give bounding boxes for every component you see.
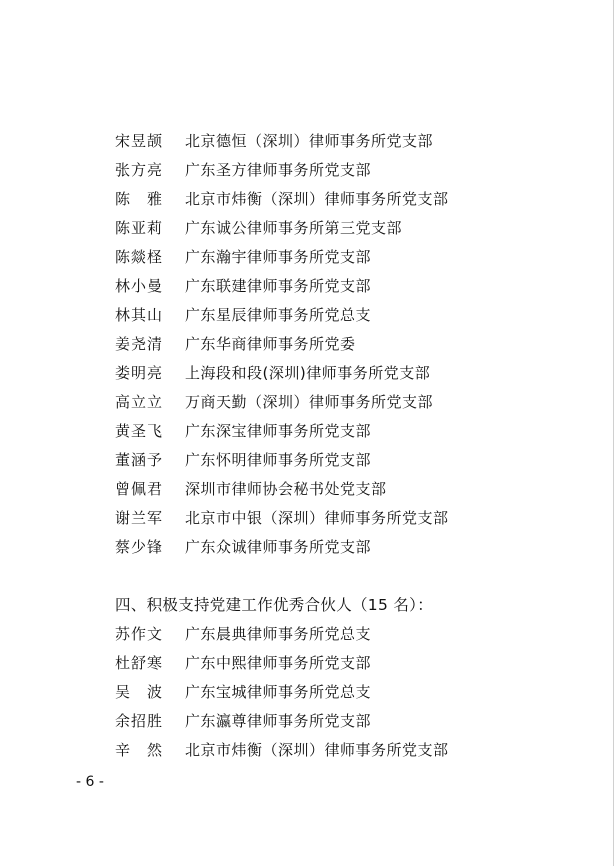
organization-name: 广东晨典律师事务所党总支 bbox=[185, 625, 372, 643]
organization-name: 北京市炜衡（深圳）律师事务所党支部 bbox=[185, 190, 449, 208]
organization-name: 广东中熙律师事务所党支部 bbox=[185, 654, 372, 672]
person-name: 吴 波 bbox=[115, 683, 164, 701]
person-name: 苏作文 bbox=[115, 625, 164, 643]
list-item bbox=[0, 187, 616, 211]
person-name: 董涵予 bbox=[115, 451, 164, 469]
list-item bbox=[0, 477, 616, 501]
organization-name: 北京德恒（深圳）律师事务所党支部 bbox=[185, 132, 434, 150]
list-item bbox=[0, 419, 616, 443]
organization-name: 北京市炜衡（深圳）律师事务所党支部 bbox=[185, 741, 449, 759]
organization-name: 广东瀛尊律师事务所党支部 bbox=[185, 712, 372, 730]
person-name: 娄明亮 bbox=[115, 364, 164, 382]
organization-name: 万商天勤（深圳）律师事务所党支部 bbox=[185, 393, 434, 411]
organization-name: 广东华商律师事务所党委 bbox=[185, 335, 356, 353]
person-name: 张方亮 bbox=[115, 161, 164, 179]
person-name: 曾佩君 bbox=[115, 480, 164, 498]
list-item bbox=[0, 506, 616, 530]
organization-name: 广东星辰律师事务所党总支 bbox=[185, 306, 372, 324]
list-item bbox=[0, 651, 616, 675]
list-item bbox=[0, 332, 616, 356]
person-name: 陈燚柽 bbox=[115, 248, 164, 266]
organization-name: 广东众诚律师事务所党支部 bbox=[185, 538, 372, 556]
person-name: 陈 雅 bbox=[115, 190, 164, 208]
page-number: - 6 - bbox=[76, 774, 104, 790]
person-name: 蔡少锋 bbox=[115, 538, 164, 556]
organization-name: 广东瀚宇律师事务所党支部 bbox=[185, 248, 372, 266]
person-name: 辛 然 bbox=[115, 741, 164, 759]
list-item bbox=[0, 303, 616, 327]
list-item bbox=[0, 274, 616, 298]
organization-name: 广东诚公律师事务所第三党支部 bbox=[185, 219, 403, 237]
person-name: 杜舒寒 bbox=[115, 654, 164, 672]
person-name: 林其山 bbox=[115, 306, 164, 324]
list-item bbox=[0, 129, 616, 153]
section-heading: 四、积极支持党建工作优秀合伙人（15 名）： bbox=[115, 596, 434, 614]
organization-name: 深圳市律师协会秘书处党支部 bbox=[185, 480, 387, 498]
list-item bbox=[0, 622, 616, 646]
person-name: 黄圣飞 bbox=[115, 422, 164, 440]
organization-name: 广东联建律师事务所党支部 bbox=[185, 277, 372, 295]
list-item bbox=[0, 709, 616, 733]
list-item bbox=[0, 535, 616, 559]
organization-name: 北京市中银（深圳）律师事务所党支部 bbox=[185, 509, 449, 527]
person-name: 陈亚莉 bbox=[115, 219, 164, 237]
list-item bbox=[0, 448, 616, 472]
organization-name: 广东深宝律师事务所党支部 bbox=[185, 422, 372, 440]
person-name: 林小曼 bbox=[115, 277, 164, 295]
organization-name: 广东宝城律师事务所党总支 bbox=[185, 683, 372, 701]
person-name: 余招胜 bbox=[115, 712, 164, 730]
organization-name: 上海段和段(深圳)律师事务所党支部 bbox=[185, 364, 431, 382]
organization-name: 广东怀明律师事务所党支部 bbox=[185, 451, 372, 469]
person-name: 高立立 bbox=[115, 393, 164, 411]
person-name: 谢兰军 bbox=[115, 509, 164, 527]
list-item bbox=[0, 361, 616, 385]
list-item bbox=[0, 245, 616, 269]
list-item bbox=[0, 158, 616, 182]
list-item bbox=[0, 738, 616, 762]
organization-name: 广东圣方律师事务所党支部 bbox=[185, 161, 372, 179]
person-name: 宋昱颉 bbox=[115, 132, 164, 150]
person-name: 姜尧清 bbox=[115, 335, 164, 353]
list-item bbox=[0, 216, 616, 240]
list-item bbox=[0, 390, 616, 414]
list-item bbox=[0, 680, 616, 704]
